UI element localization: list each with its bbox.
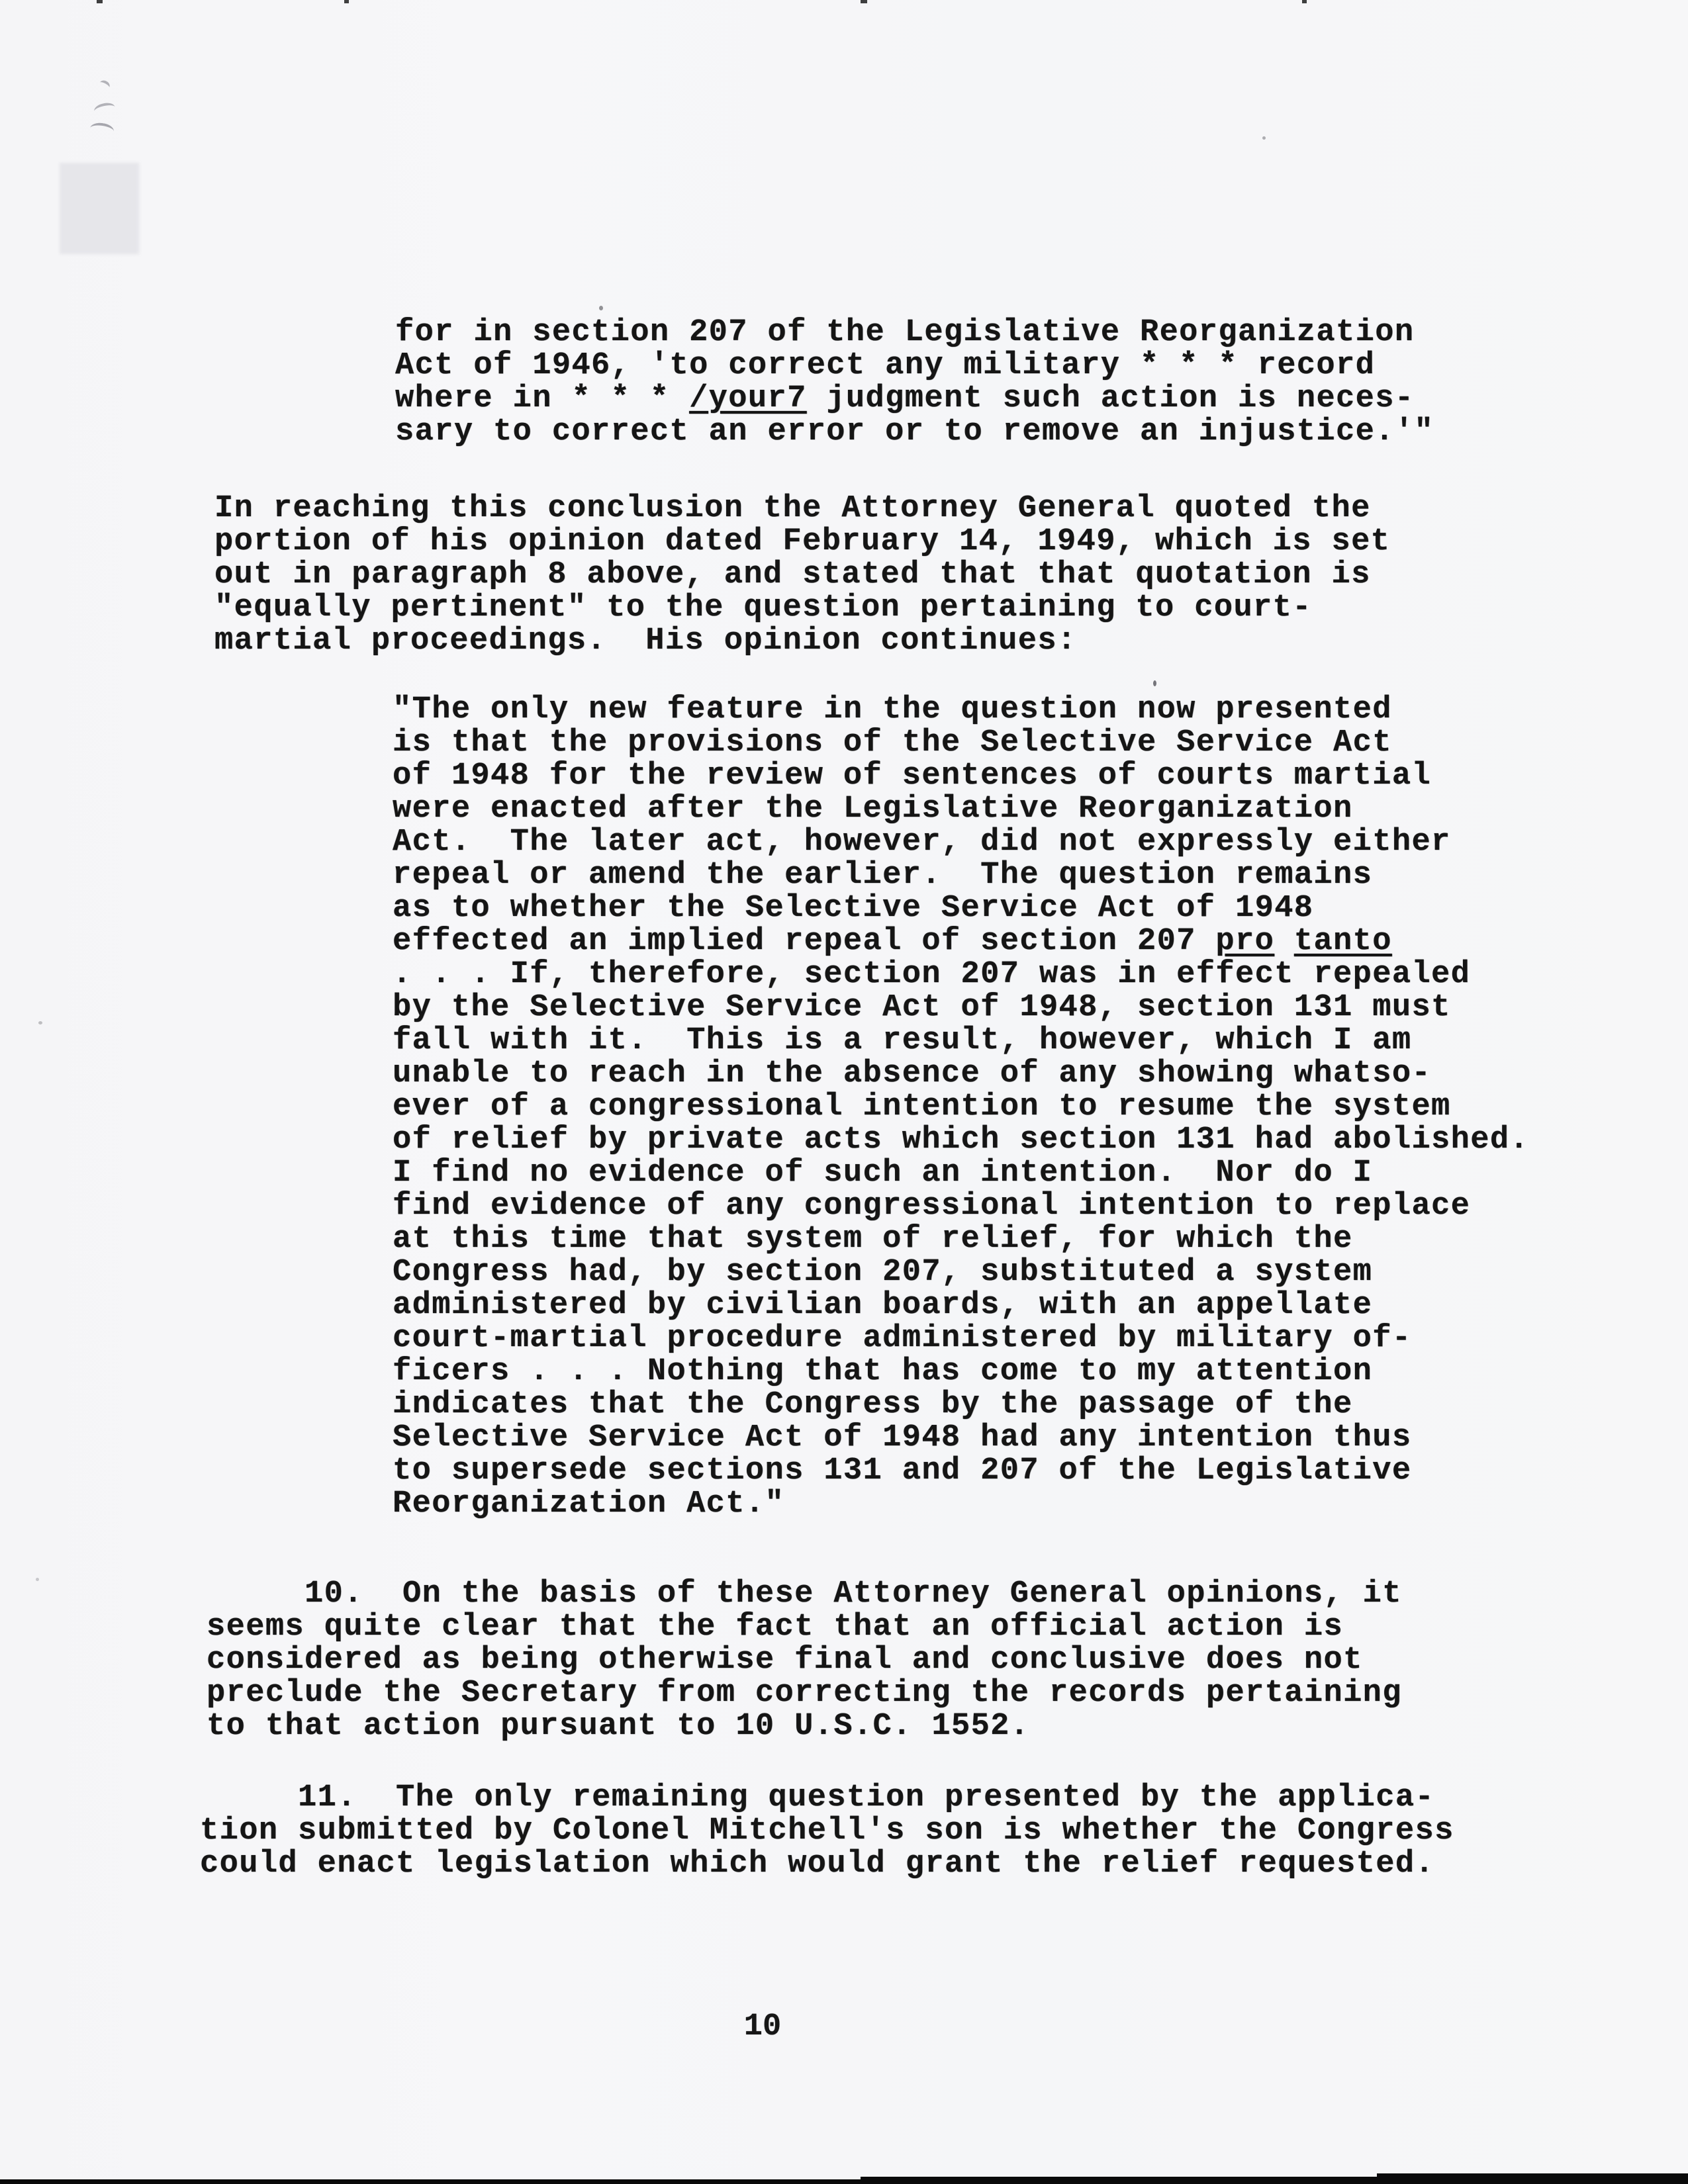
underlined-text: /your7	[689, 381, 807, 416]
text-line: as to whether the Selective Service Act of 1948	[393, 891, 1314, 926]
text-line: considered as being otherwise final and conclusive does not	[207, 1643, 1363, 1678]
text-line: Reorganization Act."	[393, 1486, 785, 1522]
text-line: unable to reach in the absence of any showing whatso-	[393, 1056, 1432, 1091]
text-line	[395, 383, 1434, 416]
paragraph-11	[200, 1782, 1454, 1881]
text-line: 11. The only remaining question presented by the applica-	[200, 1780, 1435, 1815]
text-line: sary to correct an error or to remove an injustice.'"	[395, 414, 1434, 449]
text-line: find evidence of any congressional intention to replace	[393, 1189, 1471, 1224]
ink-speck-2	[1153, 680, 1156, 686]
text-line: to supersede sections 131 and 207 of the Legislative	[393, 1453, 1412, 1488]
text-segment: where in * * *	[395, 381, 690, 416]
text-line: to that action pursuant to 10 U.S.C. 1552.	[207, 1709, 1030, 1744]
text-line: preclude the Secretary from correcting the records pertaining	[207, 1676, 1402, 1711]
text-segment	[1274, 924, 1294, 959]
text-line: indicates that the Congress by the passage of the	[393, 1387, 1353, 1422]
text-line: "The only new feature in the question now presented	[393, 692, 1392, 727]
text-segment: judgment such action is neces-	[806, 381, 1415, 416]
text-line: were enacted after the Legislative Reorganization	[393, 792, 1353, 827]
text-line: court-martial procedure administered by military of-	[393, 1321, 1412, 1356]
text-line: for in section 207 of the Legislative Reorganization	[395, 315, 1415, 350]
ink-speck-5	[36, 1578, 39, 1581]
text-line: ficers . . . Nothing that has come to my attention	[393, 1354, 1373, 1389]
text-line: could enact legislation which would grant the relief requested.	[200, 1846, 1435, 1882]
smudge-mark-1	[98, 79, 111, 91]
text-line: portion of his opinion dated February 14, 1949, which is set	[214, 524, 1391, 559]
page-number: 10	[743, 2009, 782, 2044]
text-line: out in paragraph 8 above, and stated that that quotation is	[214, 557, 1371, 592]
smudge-mark-3	[89, 122, 115, 138]
underlined-text: tanto	[1293, 924, 1392, 959]
ink-speck-3	[1262, 136, 1266, 140]
text-line: of relief by private acts which section 131 had abolished.	[393, 1122, 1530, 1158]
underlined-text: pro	[1215, 924, 1275, 959]
text-line: 10. On the basis of these Attorney General opinions, it	[207, 1576, 1402, 1612]
text-line: ever of a congressional intention to resume the system	[393, 1089, 1451, 1124]
text-line: "equally pertinent" to the question pertaining to court-	[214, 590, 1312, 625]
text-line: tion submitted by Colonel Mitchell's son is whether the Congress	[200, 1813, 1454, 1848]
smudge-mark-2	[93, 101, 116, 117]
text-line: at this time that system of relief, for which the	[393, 1222, 1353, 1257]
quoted-opinion	[393, 694, 1529, 1521]
text-line: is that the provisions of the Selective Service Act	[393, 725, 1392, 760]
text-line: Act of 1946, 'to correct any military * * * record	[395, 348, 1376, 383]
scan-edge-bar-bottom-right	[1377, 2173, 1688, 2184]
paragraph-10	[207, 1578, 1402, 1743]
text-line: Act. The later act, however, did not expressly either	[393, 825, 1451, 860]
text-line: Congress had, by section 207, substituted a system	[393, 1255, 1373, 1290]
edge-tick-3	[861, 0, 867, 3]
quoted-excerpt-top	[395, 316, 1434, 449]
paragraph-attorney-general	[214, 492, 1390, 658]
edge-tick-2	[344, 0, 349, 3]
text-line: by the Selective Service Act of 1948, section 131 must	[393, 990, 1451, 1025]
text-line: Selective Service Act of 1948 had any intention thus	[393, 1420, 1412, 1455]
text-segment: effected an implied repeal of section 207	[393, 924, 1216, 959]
ink-speck-1	[599, 306, 603, 310]
text-line: seems quite clear that the fact that an official action is	[207, 1610, 1344, 1645]
text-line	[393, 925, 1529, 958]
smudge-patch	[60, 163, 139, 254]
text-line: repeal or amend the earlier. The question remains	[393, 858, 1373, 893]
text-line: I find no evidence of such an intention. Nor do I	[393, 1156, 1373, 1191]
text-line: of 1948 for the review of sentences of courts martial	[393, 758, 1432, 794]
text-line: fall with it. This is a result, however, which I am	[393, 1023, 1412, 1058]
text-line: . . . If, therefore, section 207 was in effect repealed	[393, 957, 1471, 992]
text-line: administered by civilian boards, with an appellate	[393, 1288, 1373, 1323]
edge-tick-4	[1302, 0, 1307, 3]
text-line: In reaching this conclusion the Attorney General quoted the	[214, 491, 1371, 526]
edge-tick-1	[97, 0, 103, 3]
ink-speck-4	[38, 1021, 42, 1024]
text-line: martial proceedings. His opinion continues:	[214, 623, 1077, 659]
